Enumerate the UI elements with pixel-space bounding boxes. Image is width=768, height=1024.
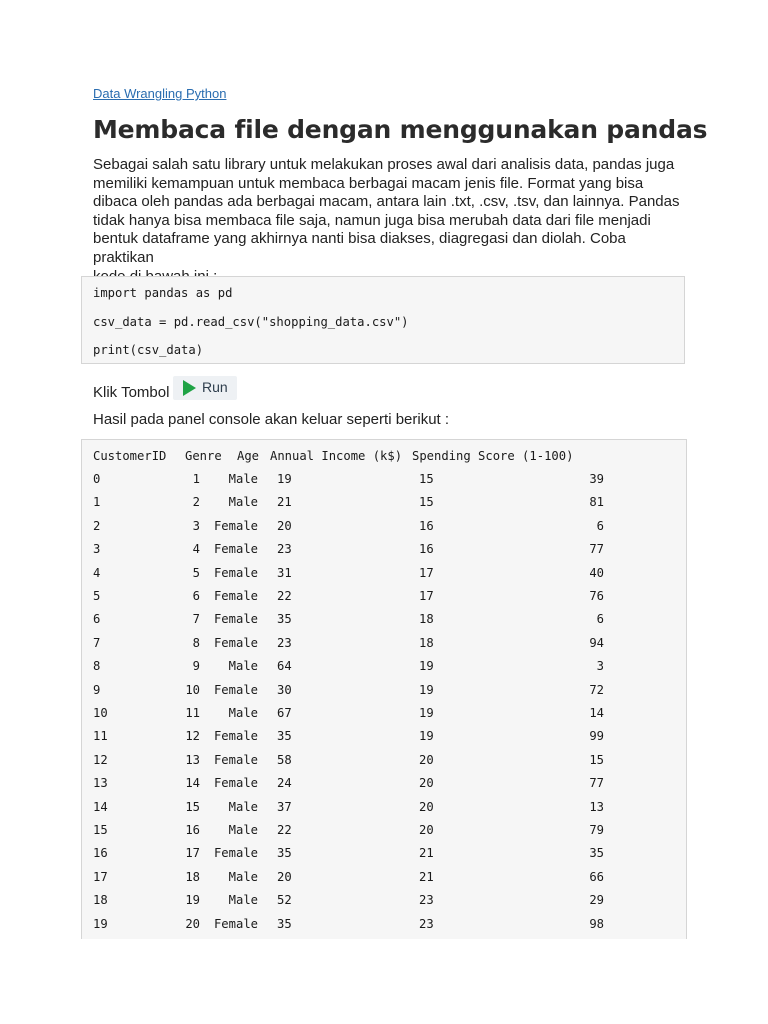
run-button[interactable] xyxy=(173,376,237,400)
console-row-cell: 7 xyxy=(192,612,200,626)
console-row-cell: 67 xyxy=(277,706,292,720)
console-row-cell: Female xyxy=(213,846,258,860)
console-row-cell: 35 xyxy=(277,846,292,860)
console-row-cell: Female xyxy=(213,589,258,603)
console-row-cell: 8 xyxy=(192,636,200,650)
console-row-cell: 35 xyxy=(277,612,292,626)
intro-line: dibaca oleh pandas ada berbagai macam, antara lain .txt, .csv, .tsv, dan lainnya. Pandas xyxy=(93,193,680,211)
console-row-cell: 13 xyxy=(93,776,108,790)
console-row-cell: 14 xyxy=(589,706,604,720)
console-row-cell: 24 xyxy=(277,776,292,790)
console-row-cell: Female xyxy=(213,519,258,533)
console-row-cell: 30 xyxy=(277,683,292,697)
console-row-cell: 18 xyxy=(185,870,200,884)
console-row-cell: 3 xyxy=(192,519,200,533)
console-row-cell: 16 xyxy=(419,542,434,556)
console-row-cell: 20 xyxy=(277,519,292,533)
console-row-cell: 12 xyxy=(185,729,200,743)
console-row-cell: Male xyxy=(228,495,258,509)
console-row-cell: 0 xyxy=(93,472,101,486)
console-row-cell: 35 xyxy=(589,846,604,860)
console-row-cell: 18 xyxy=(93,893,108,907)
intro-line: bentuk dataframe yang akhirnya nanti bisa diakses, diagregasi dan diolah. Coba praktikan xyxy=(93,230,626,266)
console-row-cell: 76 xyxy=(589,589,604,603)
console-row-cell: 37 xyxy=(277,800,292,814)
console-row-cell: 23 xyxy=(419,893,434,907)
console-row-cell: 16 xyxy=(93,846,108,860)
console-row-cell: Male xyxy=(228,870,258,884)
console-row-cell: 20 xyxy=(185,917,200,931)
console-row-cell: 15 xyxy=(185,800,200,814)
play-icon xyxy=(183,380,196,396)
console-row-cell: Female xyxy=(213,612,258,626)
console-row-cell: 19 xyxy=(419,659,434,673)
console-row-cell: 6 xyxy=(596,612,604,626)
console-row-cell: 15 xyxy=(419,472,434,486)
console-row-cell: 5 xyxy=(93,589,101,603)
console-row-cell: 2 xyxy=(93,519,101,533)
code-block xyxy=(81,276,685,364)
console-row-cell: 17 xyxy=(93,870,108,884)
console-header-cell: Spending Score (1-100) xyxy=(412,449,574,463)
console-row-cell: 10 xyxy=(93,706,108,720)
console-row-cell: 77 xyxy=(589,776,604,790)
console-row-cell: 20 xyxy=(419,823,434,837)
intro-paragraph xyxy=(93,156,683,286)
console-row-cell: 1 xyxy=(93,495,101,509)
console-row-cell: 15 xyxy=(589,753,604,767)
console-row-cell: 77 xyxy=(589,542,604,556)
console-row-cell: 40 xyxy=(589,566,604,580)
console-row-cell: 19 xyxy=(419,683,434,697)
console-row-cell: 15 xyxy=(93,823,108,837)
console-row-cell: Female xyxy=(213,729,258,743)
console-output xyxy=(81,439,687,939)
console-row-cell: 7 xyxy=(93,636,101,650)
intro-line: memiliki kemampuan untuk membaca berbagai macam jenis file. Format yang bisa xyxy=(93,174,644,192)
console-row-cell: 11 xyxy=(93,729,108,743)
console-row-cell: 98 xyxy=(589,917,604,931)
console-row-cell: 17 xyxy=(419,566,434,580)
console-row-cell: Male xyxy=(228,659,258,673)
console-row-cell: Female xyxy=(213,917,258,931)
console-row-cell: 6 xyxy=(192,589,200,603)
console-row-cell: 35 xyxy=(277,917,292,931)
console-row-cell: 39 xyxy=(589,472,604,486)
console-row-cell: 16 xyxy=(185,823,200,837)
console-row-cell: 1 xyxy=(192,472,200,486)
console-row-cell: 6 xyxy=(596,519,604,533)
console-row-cell: 15 xyxy=(419,495,434,509)
console-row-cell: 23 xyxy=(277,636,292,650)
console-row-cell: 4 xyxy=(192,542,200,556)
console-row-cell: 4 xyxy=(93,566,101,580)
console-row-cell: Female xyxy=(213,753,258,767)
console-row-cell: 20 xyxy=(419,800,434,814)
console-row-cell: 6 xyxy=(93,612,101,626)
console-header-cell: Genre xyxy=(185,449,222,463)
console-row-cell: 13 xyxy=(589,800,604,814)
console-row-cell: 19 xyxy=(419,706,434,720)
console-row-cell: 17 xyxy=(419,589,434,603)
console-row-cell: 17 xyxy=(185,846,200,860)
console-row-cell: 11 xyxy=(185,706,200,720)
console-row-cell: 14 xyxy=(185,776,200,790)
console-row-cell: 23 xyxy=(277,542,292,556)
console-row-cell: 10 xyxy=(185,683,200,697)
run-button-label: Run xyxy=(202,379,228,395)
console-row-cell: 66 xyxy=(589,870,604,884)
console-row-cell: 99 xyxy=(589,729,604,743)
console-row-cell: 19 xyxy=(185,893,200,907)
console-row-cell: Female xyxy=(213,542,258,556)
console-row-cell: Female xyxy=(213,566,258,580)
console-row-cell: 72 xyxy=(589,683,604,697)
console-row-cell: 21 xyxy=(277,495,292,509)
console-row-cell: 31 xyxy=(277,566,292,580)
console-row-cell: Female xyxy=(213,683,258,697)
result-description: Hasil pada panel console akan keluar seperti berikut : xyxy=(93,411,450,428)
console-row-cell: 18 xyxy=(419,636,434,650)
console-row-cell: 5 xyxy=(192,566,200,580)
console-row-cell: 52 xyxy=(277,893,292,907)
console-row-cell: 2 xyxy=(192,495,200,509)
console-header-cell: Age xyxy=(237,449,260,463)
console-row-cell: 9 xyxy=(192,659,200,673)
console-row-cell: 20 xyxy=(277,870,292,884)
console-row-cell: 20 xyxy=(419,776,434,790)
code-line: print(csv_data) xyxy=(93,343,204,357)
console-row-cell: 81 xyxy=(589,495,604,509)
console-row-cell: 19 xyxy=(419,729,434,743)
console-row-cell: Male xyxy=(228,893,258,907)
console-row-cell: 3 xyxy=(93,542,101,556)
console-row-cell: Male xyxy=(228,823,258,837)
console-row-cell: 19 xyxy=(93,917,108,931)
console-row-cell: 12 xyxy=(93,753,108,767)
console-row-cell: 23 xyxy=(419,917,434,931)
console-row-cell: 18 xyxy=(419,612,434,626)
console-row-cell: 9 xyxy=(93,683,101,697)
console-row-cell: Male xyxy=(228,800,258,814)
console-row-cell: Female xyxy=(213,636,258,650)
console-row-cell: 35 xyxy=(277,729,292,743)
console-row-cell: 20 xyxy=(419,753,434,767)
console-row-cell: 8 xyxy=(93,659,101,673)
console-row-cell: 21 xyxy=(419,846,434,860)
console-row-cell: 79 xyxy=(589,823,604,837)
intro-line: Sebagai salah satu library untuk melakukan proses awal dari analisis data, pandas juga xyxy=(93,156,675,173)
page-title: Membaca file dengan menggunakan pandas xyxy=(93,115,708,144)
console-row-cell: 3 xyxy=(596,659,604,673)
console-row-cell: Male xyxy=(228,706,258,720)
click-instruction: Klik Tombol xyxy=(93,384,170,401)
intro-line: tidak hanya bisa membaca file saja, namun juga bisa merubah data dari file menjadi xyxy=(93,211,651,229)
code-line: import pandas as pd xyxy=(93,286,233,300)
console-row-cell: 64 xyxy=(277,659,292,673)
console-header-cell: CustomerID xyxy=(93,449,167,463)
console-row-cell: 13 xyxy=(185,753,200,767)
breadcrumb-link[interactable]: Data Wrangling Python xyxy=(93,86,227,101)
console-row-cell: 58 xyxy=(277,753,292,767)
code-line: csv_data = pd.read_csv("shopping_data.csv") xyxy=(93,315,409,329)
console-row-cell: 14 xyxy=(93,800,108,814)
console-row-cell: 22 xyxy=(277,589,292,603)
console-row-cell: 22 xyxy=(277,823,292,837)
console-row-cell: Male xyxy=(228,472,258,486)
console-row-cell: 19 xyxy=(277,472,292,486)
console-row-cell: 16 xyxy=(419,519,434,533)
console-table xyxy=(82,440,686,939)
console-header-cell: Annual Income (k$) xyxy=(270,449,403,463)
console-row-cell: Female xyxy=(213,776,258,790)
console-row-cell: 21 xyxy=(419,870,434,884)
console-row-cell: 94 xyxy=(589,636,604,650)
console-row-cell: 29 xyxy=(589,893,604,907)
